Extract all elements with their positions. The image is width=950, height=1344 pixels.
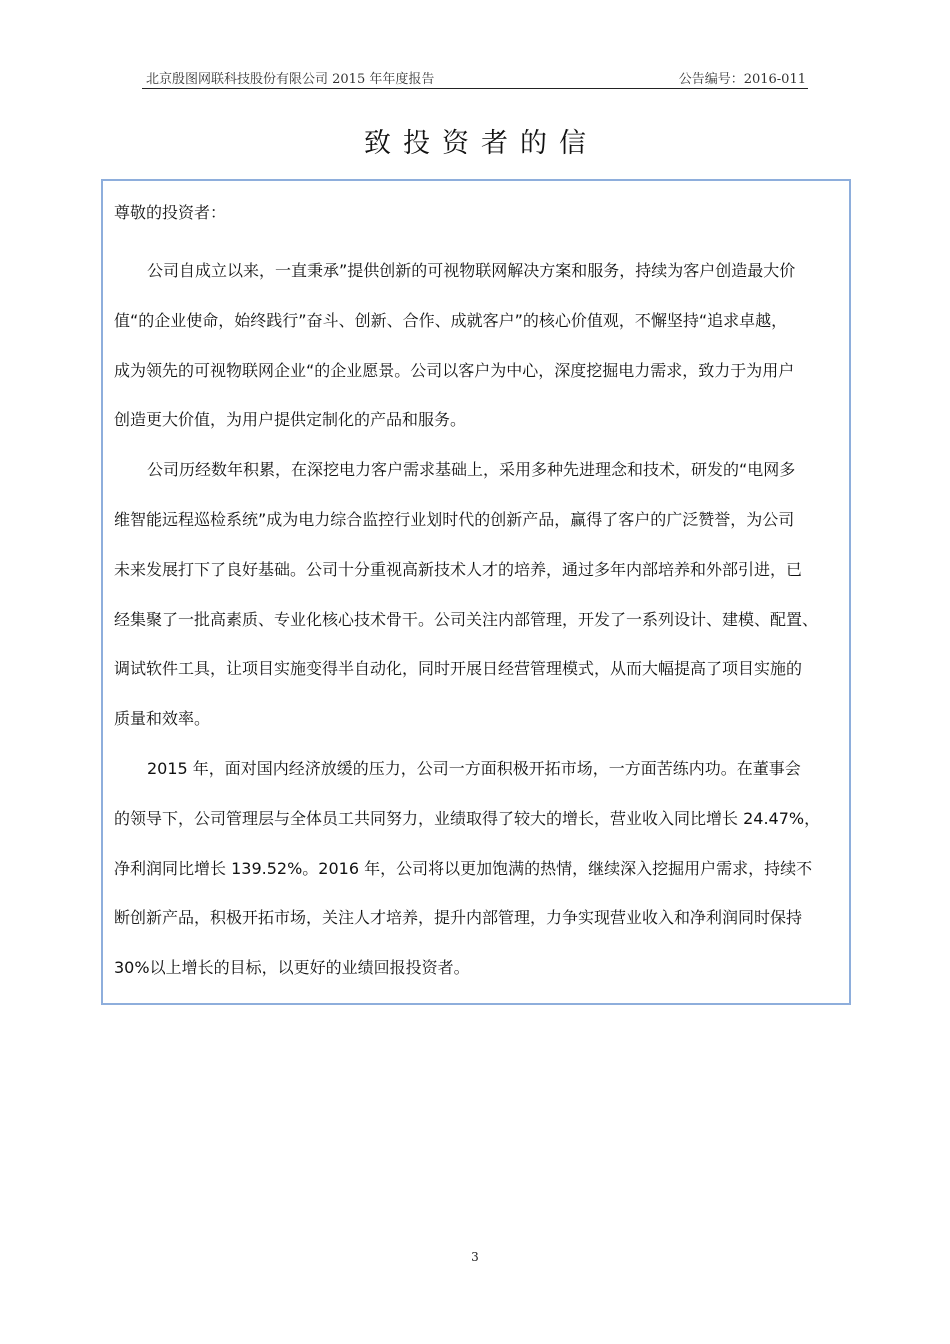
document-title: 致投资者的信 bbox=[364, 128, 598, 159]
report-title-header: 北京殷图网联科技股份有限公司 2015 年年度报告 bbox=[146, 72, 435, 87]
paragraph-line: 质量和效率。 bbox=[114, 709, 211, 729]
paragraph-line: 的领导下，公司管理层与全体员工共同努力，业绩取得了较大的增长，营业收入同比增长 24.47%， bbox=[114, 808, 821, 828]
paragraph-line: 成为领先的可视物联网企业“的企业愿景。公司以客户为中心，深度挖掘电力需求，致力于为用户 bbox=[114, 360, 795, 380]
page-header bbox=[142, 64, 808, 89]
letter-body bbox=[114, 200, 854, 993]
page-number: 3 bbox=[471, 1250, 479, 1264]
paragraph-development bbox=[114, 445, 845, 744]
paragraph-line: 2015 年，面对国内经济放缓的压力，公司一方面积极开拓市场，一方面苦练内功。在董事会 bbox=[147, 758, 801, 778]
paragraph-line: 未来发展打下了良好基础。公司十分重视高新技术人才的培养，通过多年内部培养和外部引进，已 bbox=[114, 559, 803, 579]
paragraph-line: 净利润同比增长 139.52%。2016 年，公司将以更加饱满的热情，继续深入挖掘用户需求，持续不 bbox=[114, 858, 813, 878]
paragraph-mission bbox=[114, 246, 845, 445]
announcement-number: 公告编号：2016-011 bbox=[678, 72, 806, 87]
paragraph-line: 值“的企业使命，始终践行”奋斗、创新、合作、成就客户”的核心价值观，不懈坚持“追求卓越， bbox=[114, 310, 788, 330]
paragraph-line: 经集聚了一批高素质、专业化核心技术骨干。公司关注内部管理，开发了一系列设计、建模、配置、 bbox=[114, 609, 819, 629]
paragraph-line: 创造更大价值，为用户提供定制化的产品和服务。 bbox=[114, 410, 467, 430]
paragraph-line: 公司自成立以来，一直秉承”提供创新的可视物联网解决方案和服务，持续为客户创造最大价 bbox=[147, 261, 796, 280]
paragraph-line: 30%以上增长的目标，以更好的业绩回报投资者。 bbox=[114, 958, 470, 978]
paragraph-line: 维智能远程巡检系统”成为电力综合监控行业划时代的创新产品，赢得了客户的广泛赞誉，为公司 bbox=[114, 509, 795, 529]
paragraph-line: 公司历经数年积累，在深挖电力客户需求基础上，采用多种先进理念和技术，研发的“电网多 bbox=[147, 460, 796, 480]
paragraph-performance bbox=[114, 744, 845, 993]
paragraph-line: 调试软件工具，让项目实施变得半自动化，同时开展日经营管理模式，从而大幅提高了项目实施的 bbox=[114, 659, 803, 679]
salutation: 尊敬的投资者： bbox=[114, 203, 227, 222]
paragraph-line: 断创新产品，积极开拓市场，关注人才培养，提升内部管理，力争实现营业收入和净利润同时保持 bbox=[114, 908, 803, 928]
